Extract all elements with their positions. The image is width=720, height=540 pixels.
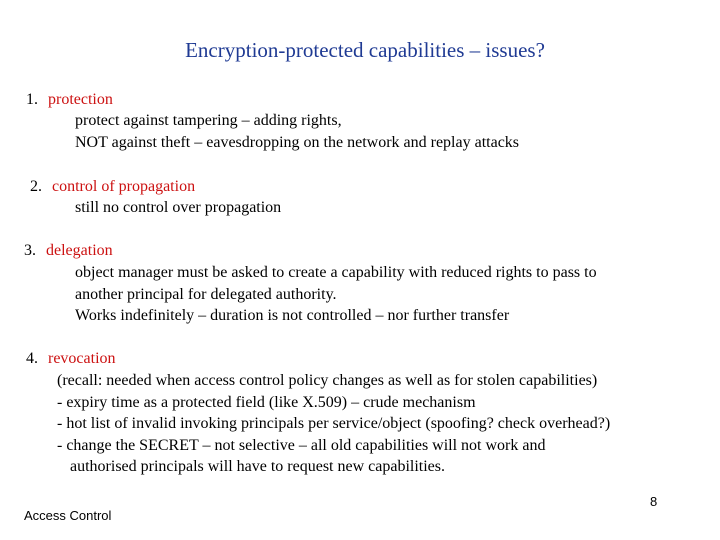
section-propagation-heading — [30, 176, 195, 197]
section-revocation-line-5: authorised principals will have to request new capabilities. — [70, 458, 445, 475]
slide-title: Encryption-protected capabilities – issues? — [185, 38, 545, 62]
section-delegation-line-2: another principal for delegated authority. — [75, 286, 337, 303]
section-number: 2. — [30, 178, 42, 195]
section-delegation-line-1: object manager must be asked to create a capability with reduced rights to pass to — [75, 264, 597, 281]
section-number: 1. — [26, 91, 38, 108]
section-title: revocation — [48, 350, 116, 367]
section-propagation-line-1: still no control over propagation — [75, 199, 282, 216]
footer-course-name: Access Control — [24, 508, 112, 523]
section-protection-line-2: NOT against theft – eavesdropping on the network and replay attacks — [75, 134, 520, 151]
section-revocation-line-3: - hot list of invalid invoking principals per service/object (spoofing? check overhead?) — [57, 415, 611, 432]
section-protection-line-1: protect against tampering – adding rights, — [75, 112, 342, 129]
section-delegation-heading — [24, 240, 113, 261]
section-delegation-line-3: Works indefinitely – duration is not controlled – nor further transfer — [75, 307, 510, 324]
section-protection-heading — [26, 89, 113, 110]
section-number: 3. — [24, 242, 36, 259]
section-revocation-heading — [26, 348, 116, 369]
page-number: 8 — [650, 494, 658, 509]
section-number: 4. — [26, 350, 38, 367]
section-title: control of propagation — [52, 178, 196, 195]
section-title: protection — [48, 91, 113, 108]
section-revocation-line-2: - expiry time as a protected field (like X.509) – crude mechanism — [57, 394, 476, 411]
section-title: delegation — [46, 242, 113, 259]
section-revocation-line-1: (recall: needed when access control policy changes as well as for stolen capabilities) — [57, 372, 598, 389]
section-revocation-line-4: - change the SECRET – not selective – all old capabilities will not work and — [57, 437, 546, 454]
